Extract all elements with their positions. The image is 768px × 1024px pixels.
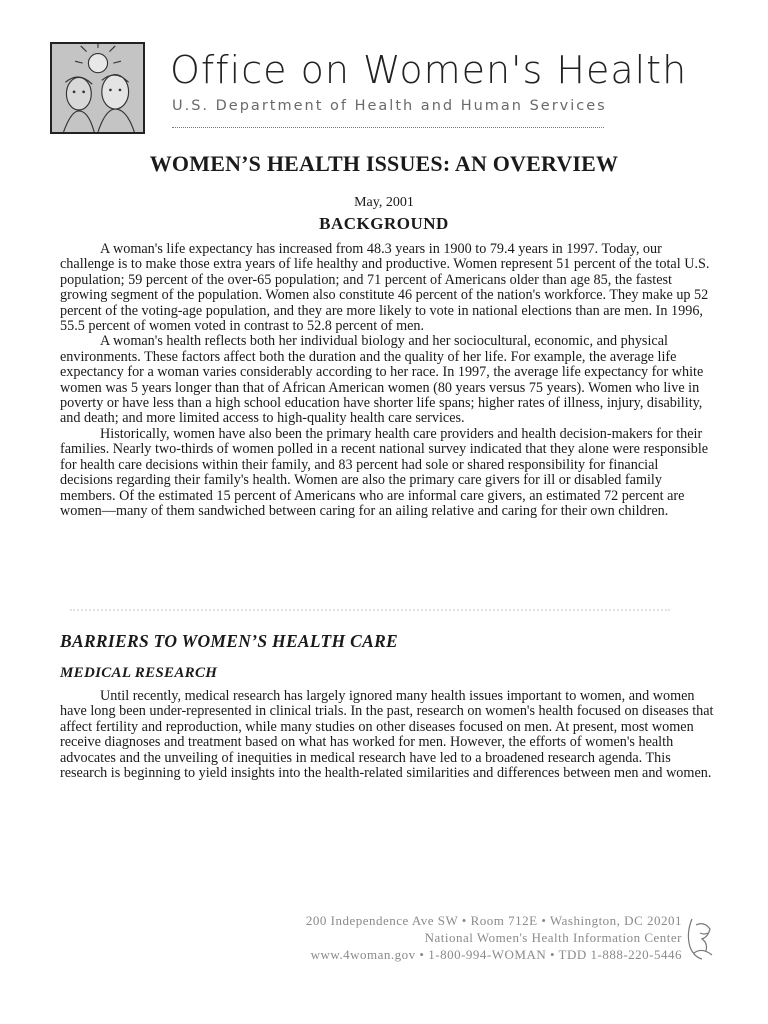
footer-contact: [306, 912, 682, 963]
medical-research-section: [60, 689, 714, 781]
org-subtitle: U.S. Department of Health and Human Services: [172, 98, 607, 114]
background-paragraph: A woman's health reflects both her individual biology and her sociocultural, economic, and physical environments. These factors affect both the duration and the quality of her life. For example, the average life expectancy for a woman varies considerably according to her race. In 1997, the average life expectancy for white women was 5 years longer than that of African American women (80 years versus 75 years). Women who live in poverty or have less than a high school education have shorter life spans; higher rates of illness, injury, disability, and death; and more limited access to high-quality health care services.: [60, 333, 704, 427]
org-name: Office on Women's Health: [170, 48, 688, 92]
background-heading: BACKGROUND: [319, 214, 449, 233]
owh-logo: [50, 42, 145, 134]
document-title: WOMEN’S HEALTH ISSUES: AN OVERVIEW: [149, 151, 619, 176]
footer-address: 200 Independence Ave SW • Room 712E • Washington, DC 20201: [305, 913, 682, 928]
footer-center: National Women's Health Information Center: [424, 930, 682, 945]
background-paragraph: Historically, women have also been the primary health care providers and health decision-makers for their families. Nearly two-thirds of women polled in a recent national survey indicated that they alone were responsible for health care decisions within their family, and 83 percent had sole or shared responsibility for financial decisions regarding their family's health. Women are also the primary care givers for ill or disabled family members. Of the estimated 15 percent of Americans who are informal care givers, an estimated 72 percent are women—many of them sandwiched between caring for an ailing relative and caring for their own children.: [60, 425, 709, 519]
barriers-heading: BARRIERS TO WOMEN’S HEALTH CARE: [60, 631, 399, 651]
hhs-eagle-icon: [684, 913, 718, 963]
background-paragraph: A woman's life expectancy has increased from 48.3 years in 1900 to 79.4 years in 1997. Today, our challenge is to make those extra years of life healthy and productive. Women represent 51 percent of the total U.S. population; 59 percent of the over-65 population; and 71 percent of Americans older than age 85, the fastest growing segment of the population. Women also constitute 46 percent of the nation's workforce. They make up 52 percent of the voting-age population, and they are more likely to vote in national elections than are men. In 1996, 55.5 percent of women voted in contrast to 52.8 percent of men.: [60, 241, 710, 335]
women-faces-logo-icon: [52, 44, 143, 132]
footer-contact-line: www.4woman.gov • 1-800-994-WOMAN • TDD 1-888-220-5446: [310, 947, 682, 962]
medical-research-paragraph: Until recently, medical research has largely ignored many health issues important to women, and women have long been under-represented in clinical trials. In the past, research on women's health focused on diseases that affect fertility and reproduction, while many studies on other diseases focused on men. At present, most women receive diagnoses and treatment based on what has worked for men. However, the efforts of women's health advocates and the unveiling of inequities in medical research have led to a broadened research agenda. This research is beginning to yield insights into the health-related similarities and differences between men and women.: [60, 688, 714, 782]
section-divider: [70, 609, 670, 611]
background-section: [60, 242, 714, 519]
header-divider: [172, 127, 604, 128]
medical-research-heading: MEDICAL RESEARCH: [60, 665, 218, 681]
document-date: May, 2001: [354, 195, 414, 210]
